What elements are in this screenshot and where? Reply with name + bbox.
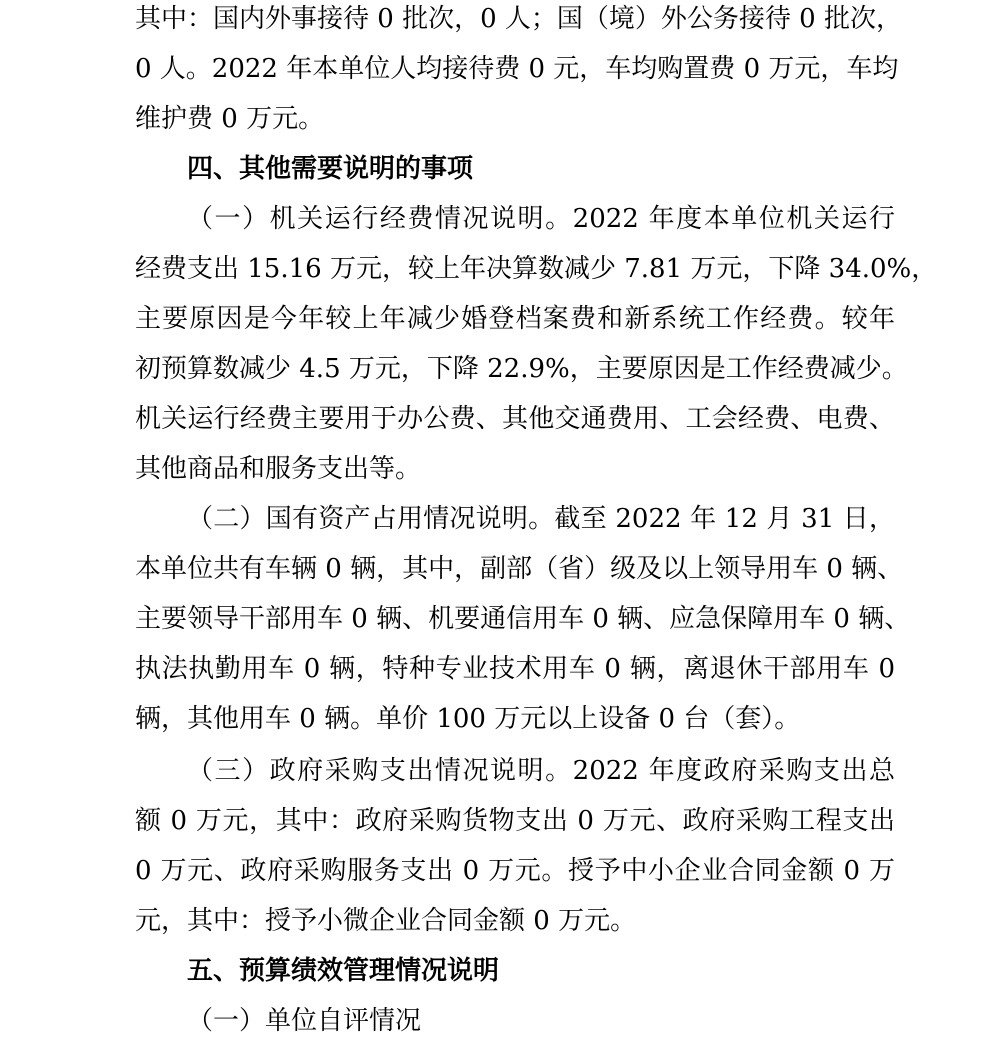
paragraph-line: 元，其中：授予小微企业合同金额 0 万元。 [135,906,637,936]
paragraph-line: 初预算数减少 4.5 万元，下降 22.9%，主要原因是工作经费减少。 [135,354,908,384]
section-heading-5: 五、预算绩效管理情况说明 [187,956,500,986]
paragraph-line: 辆，其他用车 0 辆。单价 100 万元以上设备 0 台（套）。 [135,704,801,734]
paragraph-line: 主要领导干部用车 0 辆、机要通信用车 0 辆、应急保障用车 0 辆、 [135,604,911,634]
paragraph-line: 机关运行经费主要用于办公费、其他交通费用、工会经费、电费、 [135,404,895,434]
paragraph-line: 其中：国内外事接待 0 批次，0 人；国（境）外公务接待 0 批次， [135,4,902,34]
paragraph-line: 其他商品和服务支出等。 [135,454,422,484]
subsection-heading: （一）单位自评情况 [187,1006,422,1036]
paragraph-line: （二）国有资产占用情况说明。截至 2022 年 12 月 31 日， [187,504,895,534]
paragraph-line: 额 0 万元，其中：政府采购货物支出 0 万元、政府采购工程支出 [135,806,895,836]
paragraph-line: 本单位共有车辆 0 辆，其中，副部（省）级及以上领导用车 0 辆、 [135,554,904,584]
paragraph-line: （一）机关运行经费情况说明。2022 年度本单位机关运行 [187,204,895,234]
paragraph-line: 维护费 0 万元。 [135,104,325,134]
paragraph-line: 0 万元、政府采购服务支出 0 万元。授予中小企业合同金额 0 万 [135,856,895,886]
paragraph-line: 主要原因是今年较上年减少婚登档案费和新系统工作经费。较年 [135,304,895,334]
paragraph-line: 0 人。2022 年本单位人均接待费 0 元，车均购置费 0 万元，车均 [135,54,899,84]
paragraph-line: 执法执勤用车 0 辆，特种专业技术用车 0 辆，离退休干部用车 0 [135,654,895,684]
section-heading-4: 四、其他需要说明的事项 [187,154,474,184]
paragraph-line: （三）政府采购支出情况说明。2022 年度政府采购支出总 [187,756,895,786]
paragraph-line: 经费支出 15.16 万元，较上年决算数减少 7.81 万元，下降 34.0%， [135,254,938,284]
